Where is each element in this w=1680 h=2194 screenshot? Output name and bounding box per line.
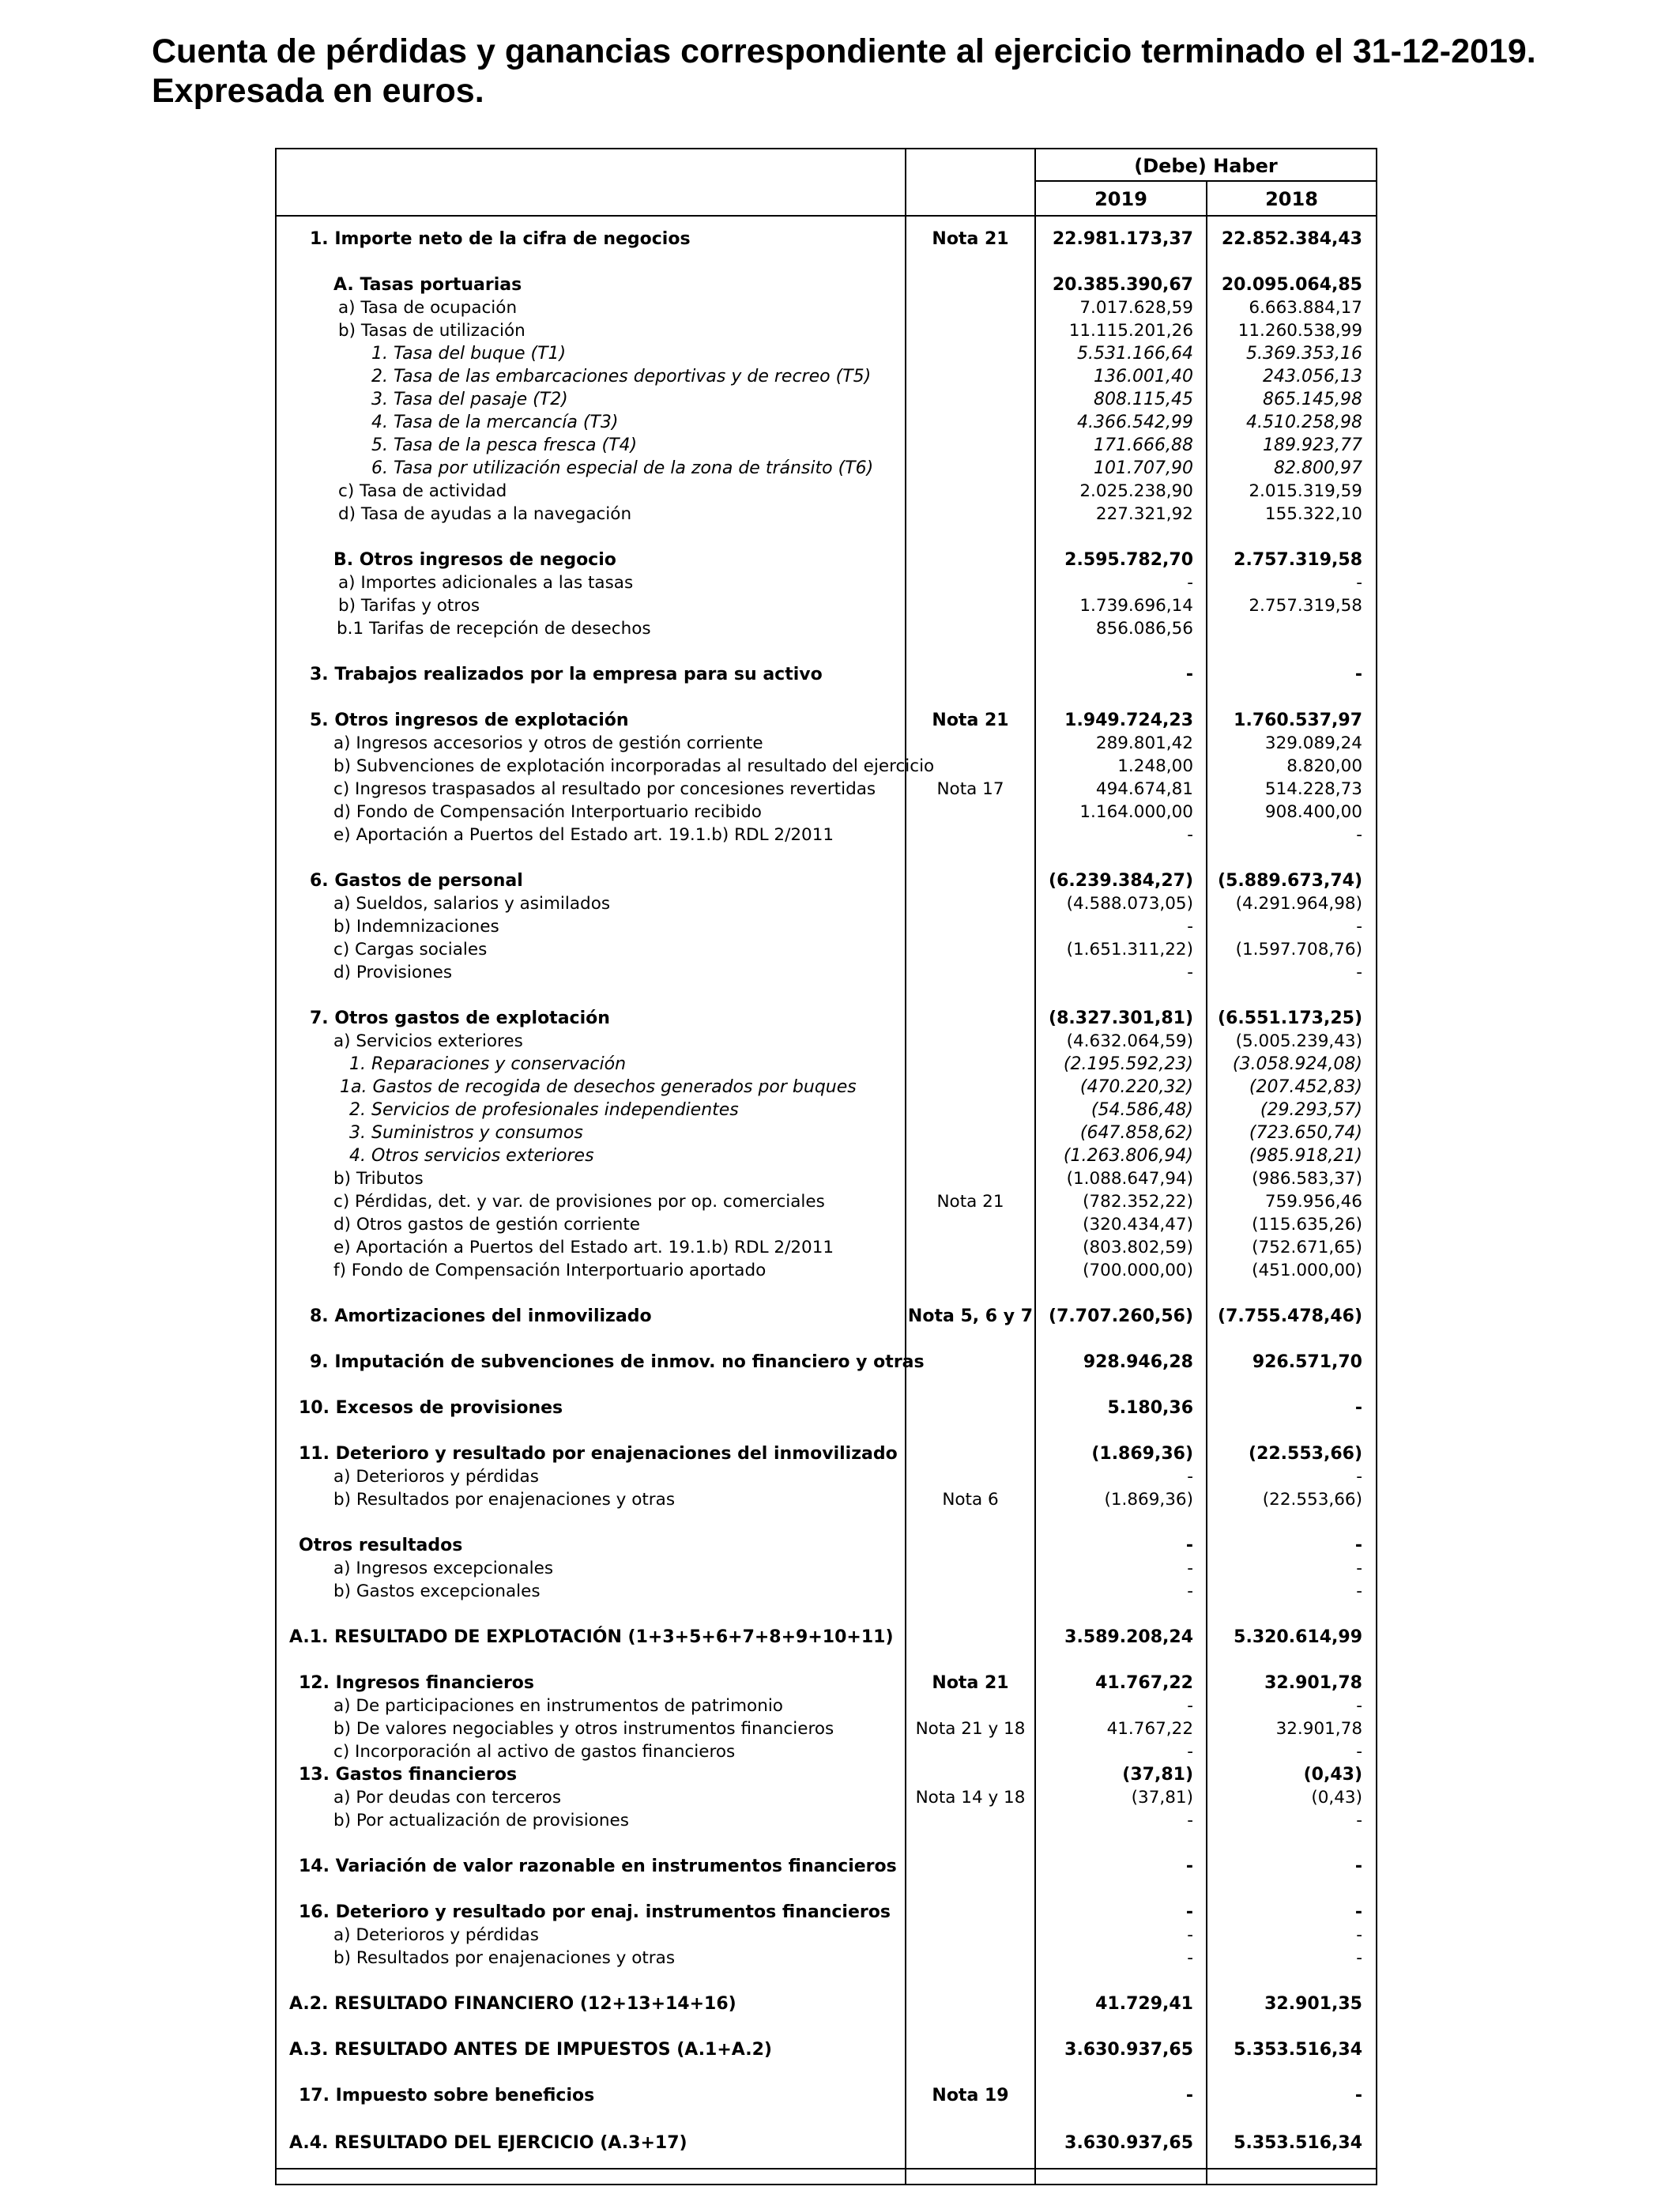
row-value-2019: 1.248,00: [1117, 756, 1193, 776]
row-value-2019: -: [1187, 1581, 1193, 1601]
title-line-1: Cuenta de pérdidas y ganancias correspondiente al ejercicio terminado el 31-12-2019.: [152, 32, 1536, 70]
row-label: f) Fondo de Compensación Interportuario aportado: [333, 1261, 767, 1280]
table-row: [277, 1397, 1377, 1419]
row-label: b) Tasas de utilización: [338, 321, 525, 341]
row-value-2019: (4.632.064,59): [1066, 1031, 1193, 1051]
row-value-2018: 32.901,78: [1275, 1719, 1362, 1739]
row-value-2019: 3.630.937,65: [1064, 2040, 1193, 2060]
row-value-2019: 41.729,41: [1095, 1994, 1193, 2014]
row-value-2018: 5.353.516,34: [1234, 2133, 1362, 2153]
row-value-2018: (0,43): [1311, 1788, 1362, 1808]
table-row: [277, 273, 1377, 296]
row-label: c) Incorporación al activo de gastos financieros: [333, 1742, 736, 1762]
table-row: [277, 1534, 1377, 1557]
table-row: [277, 1855, 1377, 1878]
row-label: b) Por actualización de provisiones: [333, 1811, 629, 1830]
table-row: [277, 824, 1377, 846]
row-value-2018: -: [1354, 1398, 1362, 1418]
row-value-2019: (37,81): [1122, 1765, 1193, 1785]
row-label: 6. Gastos de personal: [310, 871, 523, 891]
row-value-2018: (986.583,37): [1252, 1169, 1362, 1189]
row-value-2019: -: [1187, 825, 1193, 845]
row-label: c) Pérdidas, det. y var. de provisiones por op. comerciales: [333, 1192, 825, 1212]
row-value-2019: -: [1187, 1467, 1193, 1487]
table-row: [277, 778, 1377, 801]
row-value-2019: 136.001,40: [1094, 367, 1193, 386]
row-value-2019: (1.651.311,22): [1066, 940, 1193, 959]
row-value-2019: -: [1187, 1696, 1193, 1716]
table-row: [277, 1213, 1377, 1236]
row-value-2018: (451.000,00): [1252, 1261, 1362, 1280]
table-row: [277, 296, 1377, 319]
table-row: [277, 1351, 1377, 1374]
row-value-2018: 243.056,13: [1263, 367, 1362, 386]
total-row-top-border: [275, 2168, 1377, 2169]
row-label: A.3. RESULTADO ANTES DE IMPUESTOS (A.1+A.2): [289, 2040, 772, 2060]
row-value-2019: 1.949.724,23: [1064, 711, 1193, 730]
row-value-2018: (723.650,74): [1249, 1123, 1362, 1143]
row-nota: Nota 19: [932, 2086, 1009, 2105]
row-value-2018: -: [1354, 1902, 1362, 1922]
row-value-2019: 5.531.166,64: [1077, 344, 1193, 364]
row-value-2018: -: [1356, 963, 1362, 982]
row-value-2018: -: [1356, 1581, 1362, 1601]
table-row: [277, 1763, 1377, 1786]
table-row: [277, 1053, 1377, 1076]
row-value-2019: 4.366.542,99: [1077, 413, 1193, 432]
row-value-2019: -: [1185, 2086, 1193, 2105]
row-value-2019: 928.946,28: [1083, 1352, 1193, 1372]
row-label: 17. Impuesto sobre beneficios: [299, 2086, 595, 2105]
row-value-2019: 2.595.782,70: [1064, 550, 1193, 570]
table-row: [277, 342, 1377, 365]
row-value-2018: (1.597.708,76): [1235, 940, 1362, 959]
row-value-2018: (0,43): [1303, 1765, 1362, 1785]
row-value-2018: 759.956,46: [1264, 1192, 1362, 1212]
row-value-2018: -: [1356, 1742, 1362, 1762]
table-row: [277, 411, 1377, 434]
table-row: [277, 548, 1377, 571]
row-label: c) Tasa de actividad: [338, 481, 507, 501]
row-value-2018: 514.228,73: [1264, 779, 1362, 799]
table-row: [277, 1992, 1377, 2015]
row-value-2018: 2.757.319,58: [1249, 596, 1362, 616]
row-label: a) Tasa de ocupación: [338, 298, 518, 318]
row-value-2018: 1.760.537,97: [1234, 711, 1362, 730]
table-row: [277, 1190, 1377, 1213]
row-label: 3. Tasa del pasaje (T2): [371, 390, 568, 409]
row-label: 4. Otros servicios exteriores: [349, 1146, 594, 1166]
row-value-2018: (115.635,26): [1252, 1215, 1362, 1235]
table-row: [277, 1626, 1377, 1649]
table-row: [277, 594, 1377, 617]
row-label: A.2. RESULTADO FINANCIERO (12+13+14+16): [289, 1994, 736, 2014]
row-label: 1. Reparaciones y conservación: [349, 1054, 627, 1074]
row-value-2018: 2.757.319,58: [1234, 550, 1362, 570]
row-value-2018: 22.852.384,43: [1221, 229, 1362, 249]
row-label: 4. Tasa de la mercancía (T3): [371, 413, 619, 432]
row-label: B. Otros ingresos de negocio: [333, 550, 616, 570]
table-row: [277, 1695, 1377, 1717]
table-row: [277, 869, 1377, 892]
table-row: [277, 1259, 1377, 1282]
row-label: b) Gastos excepcionales: [333, 1581, 541, 1601]
table-row: [277, 1007, 1377, 1030]
header-debe-haber: (Debe) Haber: [1134, 155, 1278, 177]
row-label: 13. Gastos financieros: [299, 1765, 518, 1785]
table-row: [277, 2084, 1377, 2107]
row-label: 10. Excesos de provisiones: [299, 1398, 563, 1418]
row-value-2018: 6.663.884,17: [1249, 298, 1362, 318]
row-label: 1. Tasa del buque (T1): [371, 344, 567, 364]
row-label: a) Deterioros y pérdidas: [333, 1925, 539, 1945]
row-label: a) Sueldos, salarios y asimilados: [333, 894, 611, 914]
row-label: a) Deterioros y pérdidas: [333, 1467, 539, 1487]
row-label: 1a. Gastos de recogida de desechos generados por buques: [340, 1077, 857, 1097]
row-value-2019: 227.321,92: [1095, 504, 1193, 524]
row-label: d) Tasa de ayudas a la navegación: [338, 504, 632, 524]
table-row: [277, 961, 1377, 984]
table-row: [277, 1099, 1377, 1122]
row-label: b) Resultados por enajenaciones y otras: [333, 1948, 676, 1968]
table-row: [277, 388, 1377, 411]
table-row: [277, 1488, 1377, 1511]
row-value-2018: 5.353.516,34: [1234, 2040, 1362, 2060]
row-label: 2. Tasa de las embarcaciones deportivas y de recreo (T5): [371, 367, 872, 386]
row-label: 2. Servicios de profesionales independientes: [349, 1100, 739, 1120]
row-label: Otros resultados: [299, 1536, 463, 1555]
row-label: d) Provisiones: [333, 963, 453, 982]
table-row: [277, 1465, 1377, 1488]
row-label: 5. Tasa de la pesca fresca (T4): [371, 435, 638, 455]
row-value-2019: (470.220,32): [1079, 1077, 1193, 1097]
row-value-2019: 1.739.696,14: [1079, 596, 1193, 616]
table-row: [277, 1236, 1377, 1259]
row-value-2018: (7.755.478,46): [1218, 1306, 1362, 1326]
row-value-2019: 41.767,22: [1106, 1719, 1193, 1739]
title-line-2: Expresada en euros.: [152, 72, 484, 110]
table-row: [277, 365, 1377, 388]
row-value-2019: (1.263.806,94): [1063, 1146, 1193, 1166]
row-value-2018: -: [1356, 1467, 1362, 1487]
row-value-2018: (3.058.924,08): [1232, 1054, 1362, 1074]
row-value-2018: -: [1354, 665, 1362, 684]
header-year-2019: 2019: [1094, 188, 1147, 210]
row-value-2019: 494.674,81: [1095, 779, 1193, 799]
row-value-2019: (803.802,59): [1083, 1238, 1193, 1257]
table-row: [277, 571, 1377, 594]
row-label: b) De valores negociables y otros instrumentos financieros: [333, 1719, 834, 1739]
table-row: [277, 709, 1377, 732]
table-row: [277, 892, 1377, 915]
header-bottom-border: [275, 215, 1377, 217]
table-row: [277, 2132, 1377, 2154]
header-group-divider: [1034, 180, 1377, 182]
table-row: [277, 915, 1377, 938]
row-label: b) Tributos: [333, 1169, 424, 1189]
row-value-2019: (54.586,48): [1090, 1100, 1193, 1120]
row-label: b.1 Tarifas de recepción de desechos: [337, 619, 651, 639]
row-value-2019: (2.195.592,23): [1063, 1054, 1193, 1074]
table-row: [277, 1442, 1377, 1465]
row-value-2018: -: [1356, 825, 1362, 845]
row-label: e) Aportación a Puertos del Estado art. 19.1.b) RDL 2/2011: [333, 825, 834, 845]
row-value-2019: 7.017.628,59: [1079, 298, 1193, 318]
row-label: b) Indemnizaciones: [333, 917, 499, 937]
row-label: 12. Ingresos financieros: [299, 1673, 534, 1693]
row-value-2018: 329.089,24: [1264, 733, 1362, 753]
row-label: a) Ingresos accesorios y otros de gestión corriente: [333, 733, 763, 753]
row-value-2018: 189.923,77: [1263, 435, 1362, 455]
table-row: [277, 1030, 1377, 1053]
row-value-2019: 856.086,56: [1095, 619, 1193, 639]
table-row: [277, 732, 1377, 755]
row-value-2018: (207.452,83): [1249, 1077, 1362, 1097]
row-value-2018: (5.889.673,74): [1218, 871, 1362, 891]
table-row: [277, 801, 1377, 824]
row-value-2019: 171.666,88: [1094, 435, 1193, 455]
row-value-2018: 4.510.258,98: [1246, 413, 1362, 432]
table-row: [277, 1740, 1377, 1763]
row-label: a) Ingresos excepcionales: [333, 1559, 554, 1578]
row-value-2018: -: [1354, 1536, 1362, 1555]
row-label: a) De participaciones en instrumentos de patrimonio: [333, 1696, 783, 1716]
table-row: [277, 1809, 1377, 1832]
row-value-2018: 8.820,00: [1286, 756, 1362, 776]
row-value-2019: -: [1187, 573, 1193, 593]
row-label: 9. Imputación de subvenciones de inmov. no financiero y otras: [310, 1352, 925, 1372]
row-label: a) Servicios exteriores: [333, 1031, 523, 1051]
row-label: 5. Otros ingresos de explotación: [310, 711, 629, 730]
row-value-2019: 5.180,36: [1107, 1398, 1193, 1418]
row-value-2018: -: [1354, 2086, 1362, 2105]
row-label: 8. Amortizaciones del inmovilizado: [310, 1306, 652, 1326]
row-value-2019: -: [1185, 1857, 1193, 1876]
table-row: [277, 1672, 1377, 1695]
row-value-2018: (6.551.173,25): [1218, 1008, 1362, 1028]
row-label: A. Tasas portuarias: [333, 275, 522, 295]
row-value-2019: (1.869,36): [1091, 1444, 1193, 1464]
row-value-2018: (22.553,66): [1262, 1490, 1362, 1510]
row-value-2018: -: [1356, 1559, 1362, 1578]
row-label: A.1. RESULTADO DE EXPLOTACIÓN (1+3+5+6+7+8+9+10+11): [289, 1627, 894, 1647]
table-row: [277, 2038, 1377, 2061]
row-value-2018: 908.400,00: [1264, 802, 1362, 822]
header-year-2018: 2018: [1265, 188, 1318, 210]
row-value-2018: 32.901,78: [1264, 1673, 1362, 1693]
row-nota: Nota 14 y 18: [915, 1788, 1026, 1808]
table-row: [277, 1901, 1377, 1924]
table-row: [277, 457, 1377, 480]
table-row: [277, 755, 1377, 778]
row-nota: Nota 21 y 18: [915, 1719, 1026, 1739]
row-nota: Nota 21: [932, 229, 1009, 249]
row-value-2018: -: [1356, 917, 1362, 937]
row-label: a) Por deudas con terceros: [333, 1788, 562, 1808]
row-label: d) Fondo de Compensación Interportuario recibido: [333, 802, 762, 822]
row-value-2019: 11.115.201,26: [1068, 321, 1193, 341]
row-value-2018: (29.293,57): [1260, 1100, 1362, 1120]
row-value-2019: (4.588.073,05): [1066, 894, 1193, 914]
table-row: [277, 1557, 1377, 1580]
page-title: [152, 32, 1637, 111]
table-row: [277, 1580, 1377, 1603]
row-value-2019: (37,81): [1131, 1788, 1193, 1808]
row-label: b) Subvenciones de explotación incorporadas al resultado del ejercicio: [333, 756, 935, 776]
table-row: [277, 1786, 1377, 1809]
row-value-2019: (700.000,00): [1083, 1261, 1193, 1280]
table-row: [277, 1144, 1377, 1167]
table-row: [277, 319, 1377, 342]
row-value-2019: (8.327.301,81): [1049, 1008, 1193, 1028]
row-value-2018: 5.320.614,99: [1234, 1627, 1362, 1647]
row-nota: Nota 17: [936, 779, 1004, 799]
table-row: [277, 480, 1377, 503]
table-row: [277, 617, 1377, 640]
row-value-2019: 41.767,22: [1095, 1673, 1193, 1693]
row-value-2018: -: [1356, 1948, 1362, 1968]
row-value-2019: 20.385.390,67: [1052, 275, 1193, 295]
row-label: a) Importes adicionales a las tasas: [338, 573, 634, 593]
row-value-2019: -: [1187, 963, 1193, 982]
row-value-2018: (752.671,65): [1252, 1238, 1362, 1257]
row-value-2018: (985.918,21): [1249, 1146, 1362, 1166]
row-value-2018: -: [1354, 1857, 1362, 1876]
row-label: 3. Suministros y consumos: [349, 1123, 583, 1143]
table-row: [277, 1076, 1377, 1099]
row-value-2018: (4.291.964,98): [1235, 894, 1362, 914]
row-label: 6. Tasa por utilización especial de la zona de tránsito (T6): [371, 458, 874, 478]
row-label: 1. Importe neto de la cifra de negocios: [310, 229, 691, 249]
row-label: 7. Otros gastos de explotación: [310, 1008, 610, 1028]
table-row: [277, 663, 1377, 686]
row-value-2018: -: [1356, 1811, 1362, 1830]
row-value-2018: -: [1356, 1696, 1362, 1716]
row-label: b) Tarifas y otros: [338, 596, 480, 616]
row-value-2018: 82.800,97: [1274, 458, 1362, 478]
row-value-2019: -: [1185, 665, 1193, 684]
row-label: 16. Deterioro y resultado por enaj. instrumentos financieros: [299, 1902, 891, 1922]
row-value-2019: -: [1187, 1948, 1193, 1968]
table-row: [277, 938, 1377, 961]
row-label: e) Aportación a Puertos del Estado art. 19.1.b) RDL 2/2011: [333, 1238, 834, 1257]
row-value-2018: -: [1356, 573, 1362, 593]
row-nota: Nota 6: [942, 1490, 999, 1510]
row-value-2018: 2.015.319,59: [1249, 481, 1362, 501]
row-nota: Nota 21: [932, 711, 1009, 730]
row-value-2018: (22.553,66): [1249, 1444, 1362, 1464]
row-value-2019: (1.088.647,94): [1066, 1169, 1193, 1189]
row-nota: Nota 21: [936, 1192, 1004, 1212]
row-value-2019: (647.858,62): [1079, 1123, 1193, 1143]
row-value-2019: 3.589.208,24: [1064, 1627, 1193, 1647]
row-value-2018: 32.901,35: [1264, 1994, 1362, 2014]
row-value-2019: 289.801,42: [1095, 733, 1193, 753]
table-row: [277, 1167, 1377, 1190]
row-value-2018: -: [1356, 1925, 1362, 1945]
row-value-2019: 2.025.238,90: [1079, 481, 1193, 501]
table-row: [277, 1122, 1377, 1144]
table-row: [277, 503, 1377, 526]
row-label: b) Resultados por enajenaciones y otras: [333, 1490, 676, 1510]
table-row: [277, 434, 1377, 457]
row-nota: Nota 21: [932, 1673, 1009, 1693]
row-value-2019: 101.707,90: [1094, 458, 1193, 478]
row-value-2018: 5.369.353,16: [1246, 344, 1362, 364]
row-value-2018: (5.005.239,43): [1235, 1031, 1362, 1051]
row-value-2019: (7.707.260,56): [1049, 1306, 1193, 1326]
table-row: [277, 1924, 1377, 1947]
row-label: c) Cargas sociales: [333, 940, 488, 959]
table-row: [277, 1717, 1377, 1740]
row-value-2019: (782.352,22): [1083, 1192, 1193, 1212]
row-value-2019: 1.164.000,00: [1079, 802, 1193, 822]
row-value-2019: 808.115,45: [1094, 390, 1193, 409]
row-value-2019: 22.981.173,37: [1052, 229, 1193, 249]
row-value-2019: (1.869,36): [1104, 1490, 1193, 1510]
row-value-2018: 865.145,98: [1263, 390, 1362, 409]
row-label: d) Otros gastos de gestión corriente: [333, 1215, 640, 1235]
row-value-2019: -: [1187, 1811, 1193, 1830]
row-value-2019: 3.630.937,65: [1064, 2133, 1193, 2153]
row-value-2019: (6.239.384,27): [1049, 871, 1193, 891]
row-value-2018: 155.322,10: [1264, 504, 1362, 524]
row-label: c) Ingresos traspasados al resultado por concesiones revertidas: [333, 779, 876, 799]
row-label: A.4. RESULTADO DEL EJERCICIO (A.3+17): [289, 2133, 687, 2153]
row-value-2019: (320.434,47): [1083, 1215, 1193, 1235]
row-label: 3. Trabajos realizados por la empresa para su activo: [310, 665, 823, 684]
table-row: [277, 228, 1377, 251]
row-value-2019: -: [1187, 1559, 1193, 1578]
row-label: 11. Deterioro y resultado por enajenaciones del inmovilizado: [299, 1444, 898, 1464]
table-row: [277, 1947, 1377, 1970]
row-value-2018: 20.095.064,85: [1221, 275, 1362, 295]
row-value-2018: 11.260.538,99: [1237, 321, 1362, 341]
row-value-2019: -: [1187, 917, 1193, 937]
table-row: [277, 1305, 1377, 1328]
row-nota: Nota 5, 6 y 7: [907, 1306, 1034, 1326]
row-value-2019: -: [1185, 1536, 1193, 1555]
row-label: 14. Variación de valor razonable en instrumentos financieros: [299, 1857, 897, 1876]
row-value-2019: -: [1185, 1902, 1193, 1922]
row-value-2018: 926.571,70: [1252, 1352, 1362, 1372]
row-value-2019: -: [1187, 1925, 1193, 1945]
row-value-2019: -: [1187, 1742, 1193, 1762]
